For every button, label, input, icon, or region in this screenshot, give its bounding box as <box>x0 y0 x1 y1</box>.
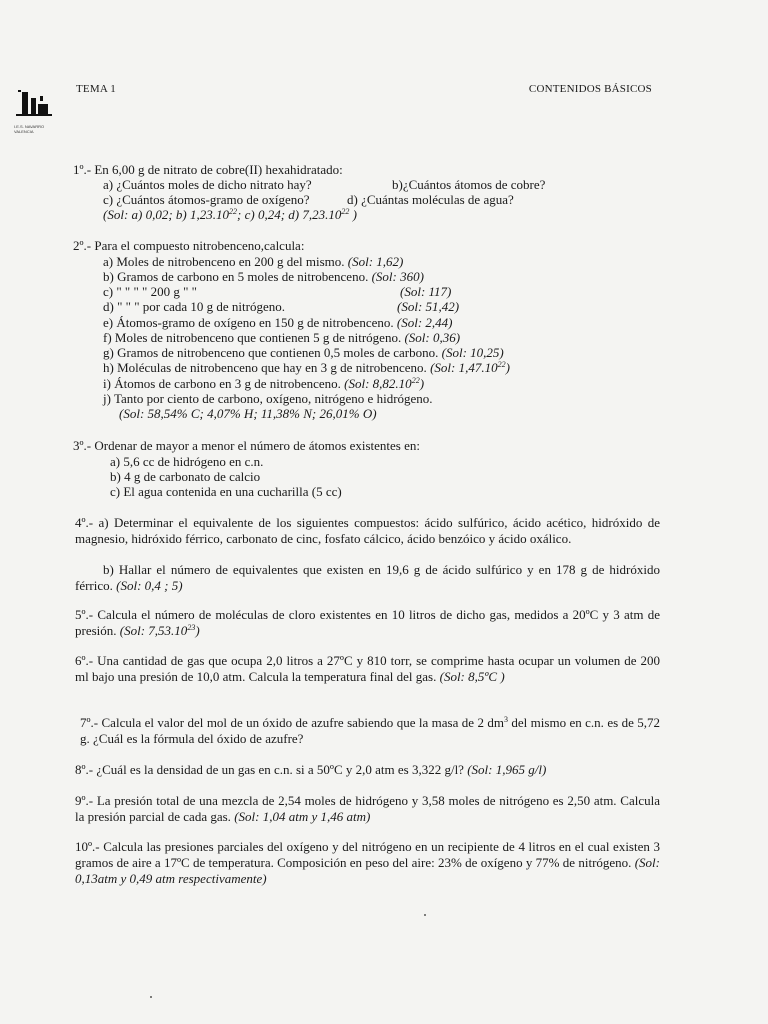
q1-item-c: c) ¿Cuántos átomos-gramo de oxígeno? <box>103 192 310 207</box>
q10-text: 10º.- Calcula las presiones parciales del oxígeno y del nitrógeno en un recipiente de 4 litros en el cual existen 3 gramos de aire a 17ºC de temperatura. Composición en peso del aire: 23% de oxígeno y 77% de nitrógeno. (Sol: 0,13atm y 0,49 atm respectivamente) <box>75 839 660 886</box>
q2-item-g-solution: (Sol: 10,25) <box>441 345 504 360</box>
q2-item-a: a) Moles de nitrobenceno en 200 g del mismo. (Sol: 1,62) <box>103 254 404 269</box>
q6-solution: (Sol: 8,5ºC ) <box>439 669 505 684</box>
q9-solution: (Sol: 1,04 atm y 1,46 atm) <box>234 809 371 824</box>
q2-item-h: h) Moléculas de nitrobenceno que hay en 3 g de nitrobenceno. (Sol: 1,47.10$^{22}$) <box>103 360 510 375</box>
q2-item-c-solution: (Sol: 117) <box>400 284 452 299</box>
q2-item-h-solution: (Sol: 1,47.10$^{22}$) <box>430 360 510 375</box>
scan-speck <box>424 914 426 916</box>
q10-solution: (Sol: 0,13atm y 0,49 atm respectivamente) <box>75 855 660 886</box>
q2-title: 2º.- Para el compuesto nitrobenceno,calcula: <box>73 238 305 253</box>
q7-text: 7º.- Calcula el valor del mol de un óxido de azufre sabiendo que la masa de 2 $dm^3$ del mismo en c.n. es de 5,72 g. ¿Cuál es la fórmula del óxido de azufre? <box>80 715 660 746</box>
q1-item-b: b)¿Cuántos átomos de cobre? <box>392 177 546 192</box>
q2-item-b: b) Gramos de carbono en 5 moles de nitrobenceno. (Sol: 360) <box>103 269 424 284</box>
q2-item-b-solution: (Sol: 360) <box>371 269 424 284</box>
q9-text: 9º.- La presión total de una mezcla de 2,54 moles de hidrógeno y 3,58 moles de nitrógeno es 2,50 atm. Calcula la presión parcial de cada gas. (Sol: 1,04 atm y 1,46 atm) <box>75 793 660 824</box>
q2-item-d-solution: (Sol: 51,42) <box>397 299 460 314</box>
q5-text: 5º.- Calcula el número de moléculas de cloro existentes en 10 litros de dicho gas, medidos a 20ºC y 3 atm de presión. (Sol: 7,53.10$^{23}$) <box>75 607 660 638</box>
q1-title: 1º.- En 6,00 g de nitrato de cobre(II) hexahidratado: <box>73 162 343 177</box>
q2-item-i: i) Átomos de carbono en 3 g de nitrobenceno. (Sol: 8,82.10$^{22}$) <box>103 376 425 391</box>
q1-item-a: a) ¿Cuántos moles de dicho nitrato hay? <box>103 177 312 192</box>
q2-item-a-solution: (Sol: 1,62) <box>347 254 404 269</box>
q4-solution: (Sol: 0,4 ; 5) <box>116 578 183 593</box>
scan-speck <box>150 996 152 998</box>
q2-item-j: j) Tanto por ciento de carbono, oxígeno, nitrógeno e hidrógeno. <box>103 391 433 406</box>
q3-item-b: b) 4 g de carbonato de calcio <box>110 469 261 484</box>
q2-item-i-solution: (Sol: 8,82.10$^{22}$) <box>344 376 425 391</box>
q4-part-a: 4º.- a) Determinar el equivalente de los siguientes compuestos: ácido sulfúrico, ácido acético, hidróxido de magnesio, hidróxido férrico, carbonato de cinc, fosfato cálcico, ácido benzóico y ácido oxálico. <box>75 515 660 546</box>
q8-text: 8º.- ¿Cuál es la densidad de un gas en c.n. si a 50ºC y 2,0 atm es 3,322 g/l? (Sol: 1,965 g/l) <box>75 762 547 777</box>
q2-item-j-solution: (Sol: 58,54% C; 4,07% H; 11,38% N; 26,01% O) <box>119 406 377 421</box>
q2-item-f-solution: (Sol: 0,36) <box>404 330 461 345</box>
q2-item-e-solution: (Sol: 2,44) <box>396 315 453 330</box>
q2-item-c: c) " " " " 200 g " " <box>103 284 197 299</box>
q3-title: 3º.- Ordenar de mayor a menor el número de átomos existentes en: <box>73 438 420 453</box>
q8-solution: (Sol: 1,965 g/l) <box>467 762 547 777</box>
header-section: CONTENIDOS BÁSICOS <box>528 83 652 95</box>
q2-item-f: f) Moles de nitrobenceno que contienen 5 g de nitrógeno. (Sol: 0,36) <box>103 330 461 345</box>
q2-item-g: g) Gramos de nitrobenceno que contienen 0,5 moles de carbono. (Sol: 10,25) <box>103 345 504 360</box>
q3-item-c: c) El agua contenida en una cucharilla (5 cc) <box>110 484 342 499</box>
q2-item-d: d) " " " por cada 10 g de nitrógeno. <box>103 299 285 314</box>
q1-solution: (Sol: a) 0,02; b) 1,23.10$^{22}$; c) 0,24; d) 7,23.10$^{22}$ ) <box>103 207 357 222</box>
q4-part-b: b) Hallar el número de equivalentes que existen en 19,6 g de ácido sulfúrico y en 178 g de hidróxido férrico. (Sol: 0,4 ; 5) <box>75 562 660 593</box>
q5-solution: (Sol: 7,53.10$^{23}$) <box>119 623 200 638</box>
q2-item-e: e) Átomos-gramo de oxígeno en 150 g de nitrobenceno. (Sol: 2,44) <box>103 315 453 330</box>
q3-item-a: a) 5,6 cc de hidrógeno en c.n. <box>110 454 264 469</box>
q1-item-d: d) ¿Cuántas moléculas de agua? <box>347 192 514 207</box>
logo-caption: I.E.S. NAVARRO VALENCIA <box>14 124 45 134</box>
q6-text: 6º.- Una cantidad de gas que ocupa 2,0 litros a 27ºC y 810 torr, se comprime hasta ocupar un volumen de 200 ml bajo una presión de 10,0 atm. Calcula la temperatura final del gas. (Sol: 8,5ºC ) <box>75 653 660 684</box>
header-topic: TEMA 1 <box>76 83 117 95</box>
